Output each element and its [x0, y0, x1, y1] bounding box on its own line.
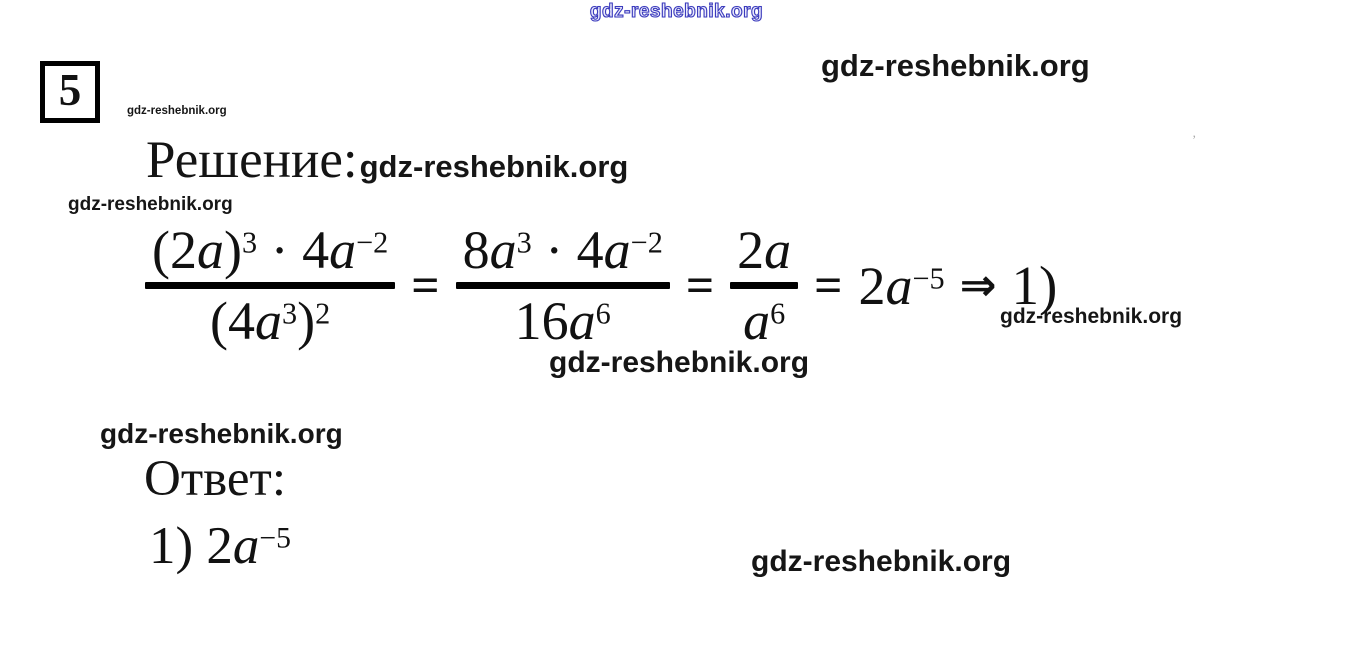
math-token: 6 — [595, 296, 611, 331]
equals-sign: = — [814, 257, 843, 313]
result-expression — [858, 257, 944, 315]
math-token: ) — [297, 291, 316, 352]
math-token: 2 — [737, 220, 765, 280]
equals-sign: = — [685, 257, 715, 313]
site-watermark-top-right: gdz-reshebnik.org — [821, 48, 1090, 83]
problem-number-box — [40, 61, 100, 123]
site-watermark-beside-box: gdz-reshebnik.org — [127, 105, 227, 117]
equation — [145, 221, 1057, 351]
math-token: (2 — [152, 220, 197, 280]
math-token: a — [196, 220, 224, 280]
implies-arrow: ⇒ — [959, 260, 997, 312]
math-token: a — [885, 255, 913, 316]
math-token: 3 — [516, 225, 532, 260]
fraction-2 — [456, 221, 670, 351]
fraction-1-numerator — [145, 221, 395, 279]
site-watermark-below-fraction: gdz-reshebnik.org — [549, 346, 810, 379]
fraction-2-bar — [456, 282, 670, 289]
math-token: a — [603, 220, 631, 280]
math-token: 3 — [282, 296, 298, 331]
math-token: −2 — [630, 225, 663, 260]
fraction-3 — [730, 221, 798, 351]
math-token: (4 — [210, 291, 255, 352]
option-reference: 1) — [1011, 255, 1058, 317]
fraction-2-numerator — [456, 221, 670, 279]
math-token: · 4 — [257, 220, 330, 280]
scan-artifact: ’ — [1192, 132, 1197, 147]
math-token: a — [764, 220, 792, 280]
fraction-3-denominator — [736, 292, 792, 350]
math-token: ) — [223, 220, 242, 280]
site-watermark-after-heading: gdz-reshebnik.org — [359, 149, 629, 184]
solution-heading-row — [146, 131, 628, 189]
math-token: 6 — [770, 296, 786, 331]
fraction-1-bar — [145, 282, 395, 289]
answer-heading: Ответ: — [144, 451, 286, 507]
math-token: 2 — [315, 296, 331, 331]
math-token: 2 — [858, 255, 886, 316]
site-watermark-above-answer: gdz-reshebnik.org — [100, 418, 343, 449]
site-watermark-bottom-right: gdz-reshebnik.org — [751, 545, 1012, 578]
fraction-3-numerator — [730, 221, 798, 279]
math-token: a — [568, 291, 596, 352]
fraction-3-bar — [730, 282, 798, 289]
math-token: −2 — [356, 225, 389, 260]
site-watermark-below-result: gdz-reshebnik.org — [1000, 305, 1183, 328]
answer-expression — [149, 517, 291, 575]
math-token: 1) 2 — [149, 517, 233, 575]
fraction-1 — [145, 221, 395, 351]
equals-sign: = — [411, 257, 440, 313]
site-watermark-top-center: gdz-reshebnik.org — [589, 1, 764, 22]
site-watermark-left: gdz-reshebnik.org — [68, 194, 233, 215]
math-token: a — [255, 291, 282, 352]
fraction-2-denominator — [508, 292, 618, 350]
math-token: a — [743, 291, 771, 352]
math-token: 8 — [462, 220, 490, 280]
math-token: · 4 — [531, 220, 604, 280]
math-token: −5 — [259, 522, 291, 555]
solution-heading: Решение: — [146, 131, 358, 189]
math-token: a — [329, 220, 357, 280]
math-token: 16 — [514, 291, 569, 352]
math-token: −5 — [912, 260, 945, 295]
math-token: 3 — [241, 225, 258, 260]
math-token: a — [489, 220, 517, 280]
math-token: a — [232, 517, 260, 575]
fraction-1-denominator — [203, 292, 337, 350]
problem-number: 5 — [58, 65, 82, 115]
